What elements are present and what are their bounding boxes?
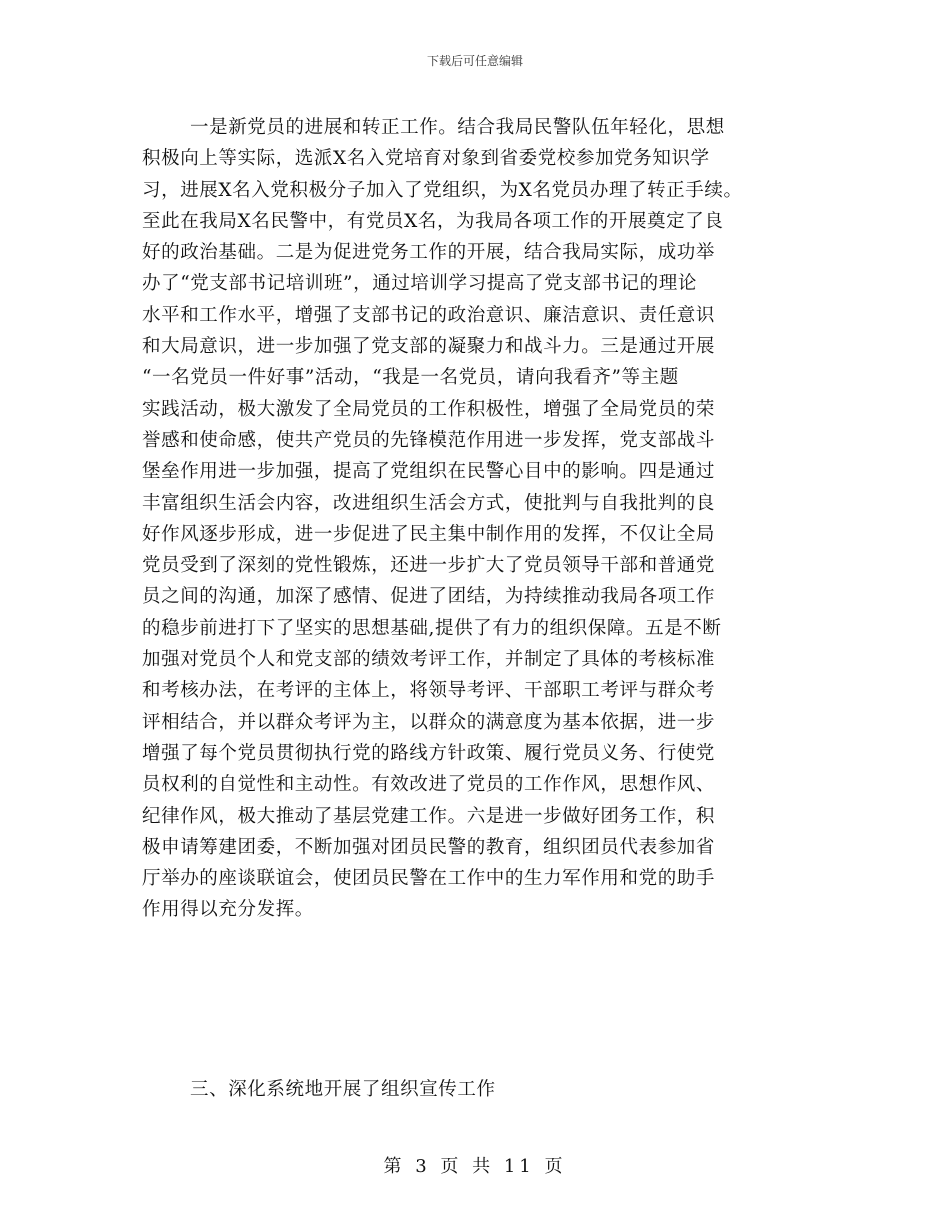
paragraph-line: 党员受到了深刻的党性锻炼，还进一步扩大了党员领导干部和普通党 (142, 555, 716, 577)
paragraph-line: 加强对党员个人和党支部的绩效考评工作，并制定了具体的考核标准 (142, 649, 716, 671)
paragraph-line: 员权利的自觉性和主动性。有效改进了党员的工作作风，思想作风、 (142, 774, 716, 796)
paragraph-line: 厅举办的座谈联谊会，使团员民警在工作中的生力军作用和党的助手 (142, 868, 716, 890)
paragraph-line: 好作风逐步形成，进一步促进了民主集中制作用的发挥，不仅让全局 (142, 523, 716, 545)
paragraph-line: 员之间的沟通，加深了感情、促进了团结，为持续推动我局各项工作 (142, 586, 716, 608)
paragraph-line: 增强了每个党员贯彻执行党的路线方针政策、履行党员义务、行使党 (142, 742, 716, 764)
paragraph-line: 水平和工作水平，增强了支部书记的政治意识、廉洁意识、责任意识 (142, 304, 716, 326)
paragraph-line: 纪律作风，极大推动了基层党建工作。六是进一步做好团务工作，积 (142, 805, 716, 827)
header-note: 下载后可任意编辑 (426, 54, 523, 68)
paragraph-line: 习，进展X名入党积极分子加入了党组织，为X名党员办理了转正手续。 (142, 179, 743, 201)
paragraph-line: 作用得以充分发挥。 (142, 899, 314, 921)
paragraph-line: 实践活动，极大激发了全局党员的工作积极性，增强了全局党员的荣 (142, 398, 716, 420)
paragraph-line: 的稳步前进打下了坚实的思想基础,提供了有力的组织保障。五是不断 (142, 617, 722, 639)
paragraph-line: “一名党员一件好事”活动，“我是一名党员，请向我看齐”等主题 (142, 367, 679, 389)
paragraph-line: 好的政治基础。二是为促进党务工作的开展，结合我局实际，成功举 (142, 242, 716, 264)
paragraph-line: 评相结合，并以群众考评为主，以群众的满意度为基本依据，进一步 (142, 711, 716, 733)
paragraph-line: 一是新党员的进展和转正工作。结合我局民警队伍年轻化，思想 (190, 117, 725, 138)
paragraph-line: 堡垒作用进一步加强，提高了党组织在民警心目中的影响。四是通过 (142, 461, 716, 483)
paragraph-line: 办了“党支部书记培训班”，通过培训学习提高了党支部书记的理论 (142, 273, 697, 295)
paragraph-line: 积极向上等实际，选派X名入党培育对象到省委党校参加党务知识学 (142, 148, 710, 170)
paragraph-line: 极申请筹建团委，不断加强对团员民警的教育，组织团员代表参加省 (142, 836, 716, 858)
page-footer: 第 3 页 共 11 页 (383, 1156, 567, 1177)
paragraph-line: 誉感和使命感，使共产党员的先锋模范作用进一步发挥，党支部战斗 (142, 429, 716, 451)
paragraph-line: 丰富组织生活会内容，改进组织生活会方式，使批判与自我批判的良 (142, 492, 716, 514)
paragraph-line: 至此在我局X名民警中，有党员X名，为我局各项工作的开展奠定了良 (142, 210, 724, 232)
paragraph-line: 和考核办法，在考评的主体上，将领导考评、干部职工考评与群众考 (142, 680, 716, 702)
paragraph-line: 和大局意识，进一步加强了党支部的凝聚力和战斗力。三是通过开展 (142, 336, 716, 358)
body-text (142, 112, 842, 926)
section-heading: 三、深化系统地开展了组织宣传工作 (190, 1079, 496, 1100)
